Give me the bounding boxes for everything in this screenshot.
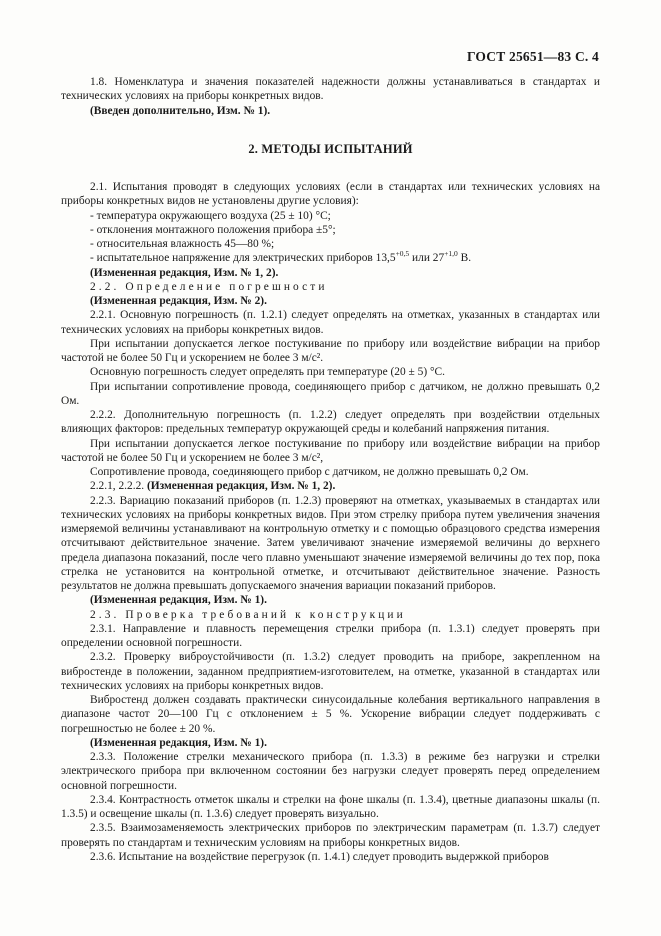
paragraph-2-3-3: 2.3.3. Положение стрелки механического прибора (п. 1.3.3) в режиме без нагрузки и стрелки электрического прибора при включенном состоянии без нагрузки следует проверять перед определением основной погрешности. [61, 751, 600, 792]
voltage-middle: или 27 [409, 252, 445, 265]
paragraph-1-8: 1.8. Номенклатура и значения показателей надежности должны устанавливаться в стандартах и технических условиях на приборы конкретных видов. [61, 76, 600, 103]
paragraph-2-3-6: 2.3.6. Испытание на воздействие перегрузок (п. 1.4.1) следует проводить выдержкой приборов [90, 850, 549, 863]
paragraph-2-3-4: 2.3.4. Контрастность отметок шкалы и стрелки на фоне шкалы (п. 1.3.4), цветные диапазоны шкалы (п. 1.3.5) и освещение шкалы (п. 1.3.6) следует проверять визуально. [61, 793, 600, 820]
page-header: ГОСТ 25651—83 С. 4 [466, 49, 599, 64]
amendment-note-2-2: (Измененная редакция, Изм. № 2). [90, 295, 267, 307]
subsection-title-2-3: 2.3. Проверка требований к конструкции [90, 608, 406, 621]
paragraph-2-3-1: 2.3.1. Направление и плавность перемещения стрелки прибора (п. 1.3.1) следует проверять при определении основной погрешности. [61, 622, 600, 649]
note-clause-numbers: 2.2.1, 2.2.2. [90, 480, 145, 493]
section-title: 2. МЕТОДЫ ИСПЫТАНИЙ [248, 141, 413, 156]
amendment-note-1-8: (Введен дополнительно, Изм. № 1). [90, 104, 271, 117]
list-item-temperature: - температура окружающего воздуха (25 ± 10) °С; [90, 209, 331, 222]
paragraph-2-2-2: 2.2.2. Дополнительную погрешность (п. 1.2.2) следует определять при воздействии отдельных влияющих факторов: предельных температур окружающей среды и колебаний напряжения питания. [61, 409, 600, 436]
paragraph-2-2-3: 2.2.3. Вариацию показаний приборов (п. 1.2.3) проверяют на отметках, указываемых в стандартах или технических условиях на приборы конкретных видов. При этом стрелку прибора путем увеличения значения измеряемой величины устанавливают на контрольную отметку и с помощью образцового средства измерения отсчитывают действительное значение. Затем увеличивают значение измеряемой величины до верхнего предела диапазона показаний, после чего плавно уменьшают значение измеряемой величины до тех пор, пока стрелка не установится на контрольной отметке, и отсчитывают действительное значение. Разность результатов не должна превышать допускаемого значения вариации показаний приборов. [61, 494, 600, 592]
paragraph-2-2-1: 2.2.1. Основную погрешность (п. 1.2.1) следует определять на отметках, указанных в стандартах или технических условиях на приборы конкретных видов. [61, 309, 600, 336]
amendment-note-2-3-2: (Измененная редакция, Изм. № 1). [90, 736, 267, 749]
paragraph-2-2-2-vibration: При испытании допускается легкое постукивание по прибору или воздействие вибрации на прибор частотой не более 50 Гц и ускорением не более 3 м/с², [61, 437, 600, 464]
paragraph-2-2-1-vibration: При испытании допускается легкое постукивание по прибору или воздействие вибрации на прибор частотой не более 50 Гц и ускорением не более 3 м/с². [61, 337, 600, 364]
voltage-tolerance-1: +0,5 [395, 249, 410, 259]
amendment-note-2-2-1-2-2-2 [61, 479, 600, 493]
list-item-voltage [61, 251, 600, 265]
voltage-tolerance-2: +1,0 [444, 249, 458, 259]
paragraph-2-3-2: 2.3.2. Проверку виброустойчивости (п. 1.3.2) следует проводить на приборе, закрепленном на вибростенде в положении, заданном предприятием-изготовителем, на отметке, указанной в стандартах или технических условиях на приборы конкретных видов. [61, 651, 600, 692]
amendment-note-2-2-3: (Измененная редакция, Изм. № 1). [90, 594, 267, 607]
paragraph-2-2-2-resistance: Сопротивление провода, соединяющего прибор с датчиком, не должно превышать 0,2 Ом. [90, 466, 529, 478]
document-body [61, 75, 600, 864]
list-item-mounting: - отклонения монтажного положения прибора ±5°; [90, 223, 336, 236]
paragraph-2-2-1-temperature: Основную погрешность следует определять при температуре (20 ± 5) °С. [90, 366, 445, 379]
note-clause-text: (Измененная редакция, Изм. № 1, 2). [146, 480, 336, 493]
voltage-suffix: В. [457, 252, 472, 265]
amendment-note-2-1: (Измененная редакция, Изм. № 1, 2). [90, 266, 279, 279]
paragraph-2-2-1-resistance: При испытании сопротивление провода, соединяющего прибор с датчиком, не должно превышать 0,2 Ом. [61, 380, 600, 407]
paragraph-2-1: 2.1. Испытания проводят в следующих условиях (если в стандартах или технических условиях на приборы конкретных видов не установлены другие условия): [61, 181, 600, 208]
paragraph-2-3-2-stand: Вибростенд должен создавать практически синусоидальные колебания вертикального направления в диапазоне частот 20—100 Гц с отклонением ± 5 %. Ускорение вибрации следует поддерживать с погрешностью не более ± 20 %. [61, 694, 600, 735]
voltage-prefix: - испытательное напряжение для электрических приборов 13,5 [90, 252, 396, 265]
list-item-humidity: - относительная влажность 45—80 %; [90, 238, 275, 250]
subsection-title-2-2: 2.2. Определение погрешности [90, 280, 328, 293]
paragraph-2-3-5: 2.3.5. Взаимозаменяемость электрических приборов по электрическим параметрам (п. 1.3.7) следует проверять по стандартам и техническим условиям на приборы конкретных видов. [61, 822, 600, 849]
